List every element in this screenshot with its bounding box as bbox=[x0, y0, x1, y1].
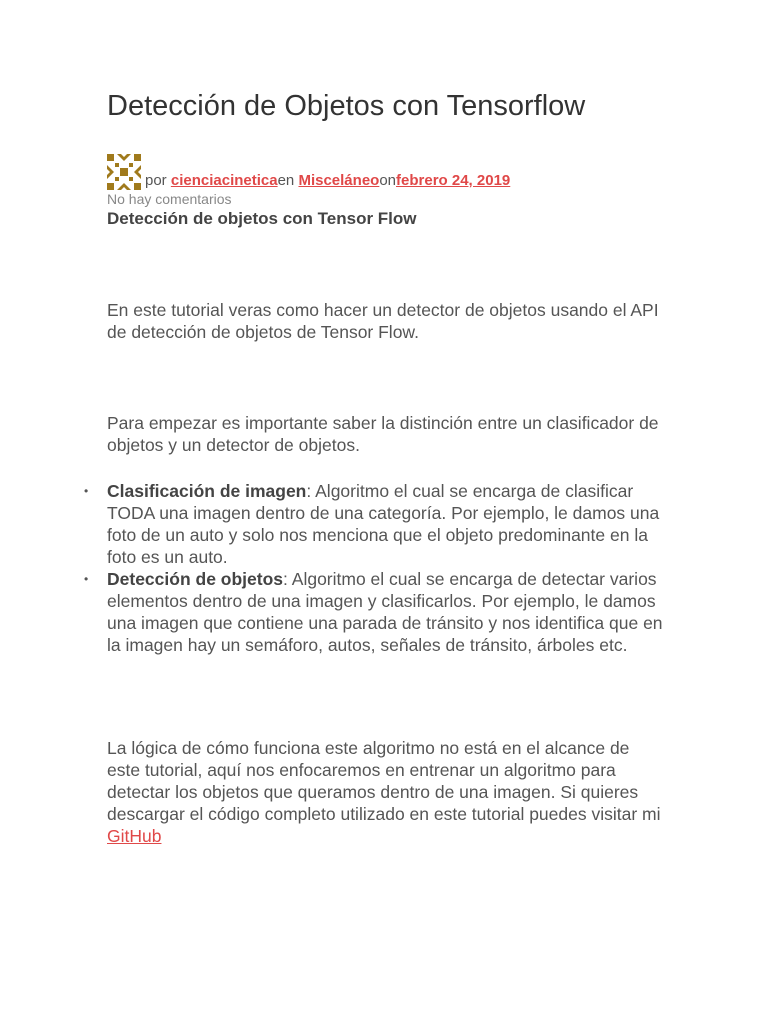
list-item-term: Clasificación de imagen bbox=[107, 481, 307, 501]
bullet-dot-icon: • bbox=[84, 572, 89, 586]
intro-paragraph: En este tutorial veras como hacer un detector de objetos usando el API de detección de objetos de Tensor Flow. bbox=[107, 300, 659, 342]
post-meta bbox=[107, 152, 510, 190]
list-item-text: : Algoritmo el cual se encarga de detectar varios elementos dentro de una imagen y clasificarlos. Por ejemplo, le damos una imagen que contiene una parada de tránsito y nos identifica que en la imagen hay un semáforo, autos, señales de tránsito, árboles etc. bbox=[107, 569, 663, 655]
category-link[interactable]: Misceláneo bbox=[298, 172, 380, 189]
list-item-text: : Algoritmo el cual se encarga de clasificar TODA una imagen dentro de una categoría. Por ejemplo, le damos una foto de un auto y solo nos menciona que el objeto predominante en la foto es un auto. bbox=[107, 481, 660, 567]
list-item bbox=[80, 568, 667, 656]
closing-text: La lógica de cómo funciona este algoritmo no está en el alcance de este tutorial, aquí nos enfocaremos en entrenar un algoritmo para detectar los objetos que queramos dentro de una imagen. Si quieres descargar el código completo utilizado en este tutorial puedes visitar mi bbox=[107, 738, 661, 824]
list-item-term: Detección de objetos bbox=[107, 569, 284, 589]
date-link[interactable]: febrero 24, 2019 bbox=[396, 172, 511, 189]
github-link[interactable]: GitHub bbox=[107, 826, 162, 846]
list-item bbox=[80, 480, 667, 568]
author-link[interactable]: cienciacinetica bbox=[170, 172, 278, 189]
article-subtitle: Detección de objetos con Tensor Flow bbox=[107, 209, 417, 228]
definitions-list bbox=[80, 480, 667, 656]
closing-paragraph bbox=[107, 737, 667, 847]
by-label: por bbox=[145, 172, 167, 189]
in-label: en bbox=[277, 172, 295, 189]
bullet-dot-icon: • bbox=[84, 484, 89, 498]
page-title: Detección de Objetos con Tensorflow bbox=[107, 90, 586, 122]
on-label: on bbox=[379, 172, 397, 189]
comments-count[interactable]: No hay comentarios bbox=[107, 191, 232, 207]
distinction-paragraph: Para empezar es importante saber la distinción entre un clasificador de objetos y un detector de objetos. bbox=[107, 413, 659, 455]
avatar[interactable] bbox=[107, 154, 141, 190]
